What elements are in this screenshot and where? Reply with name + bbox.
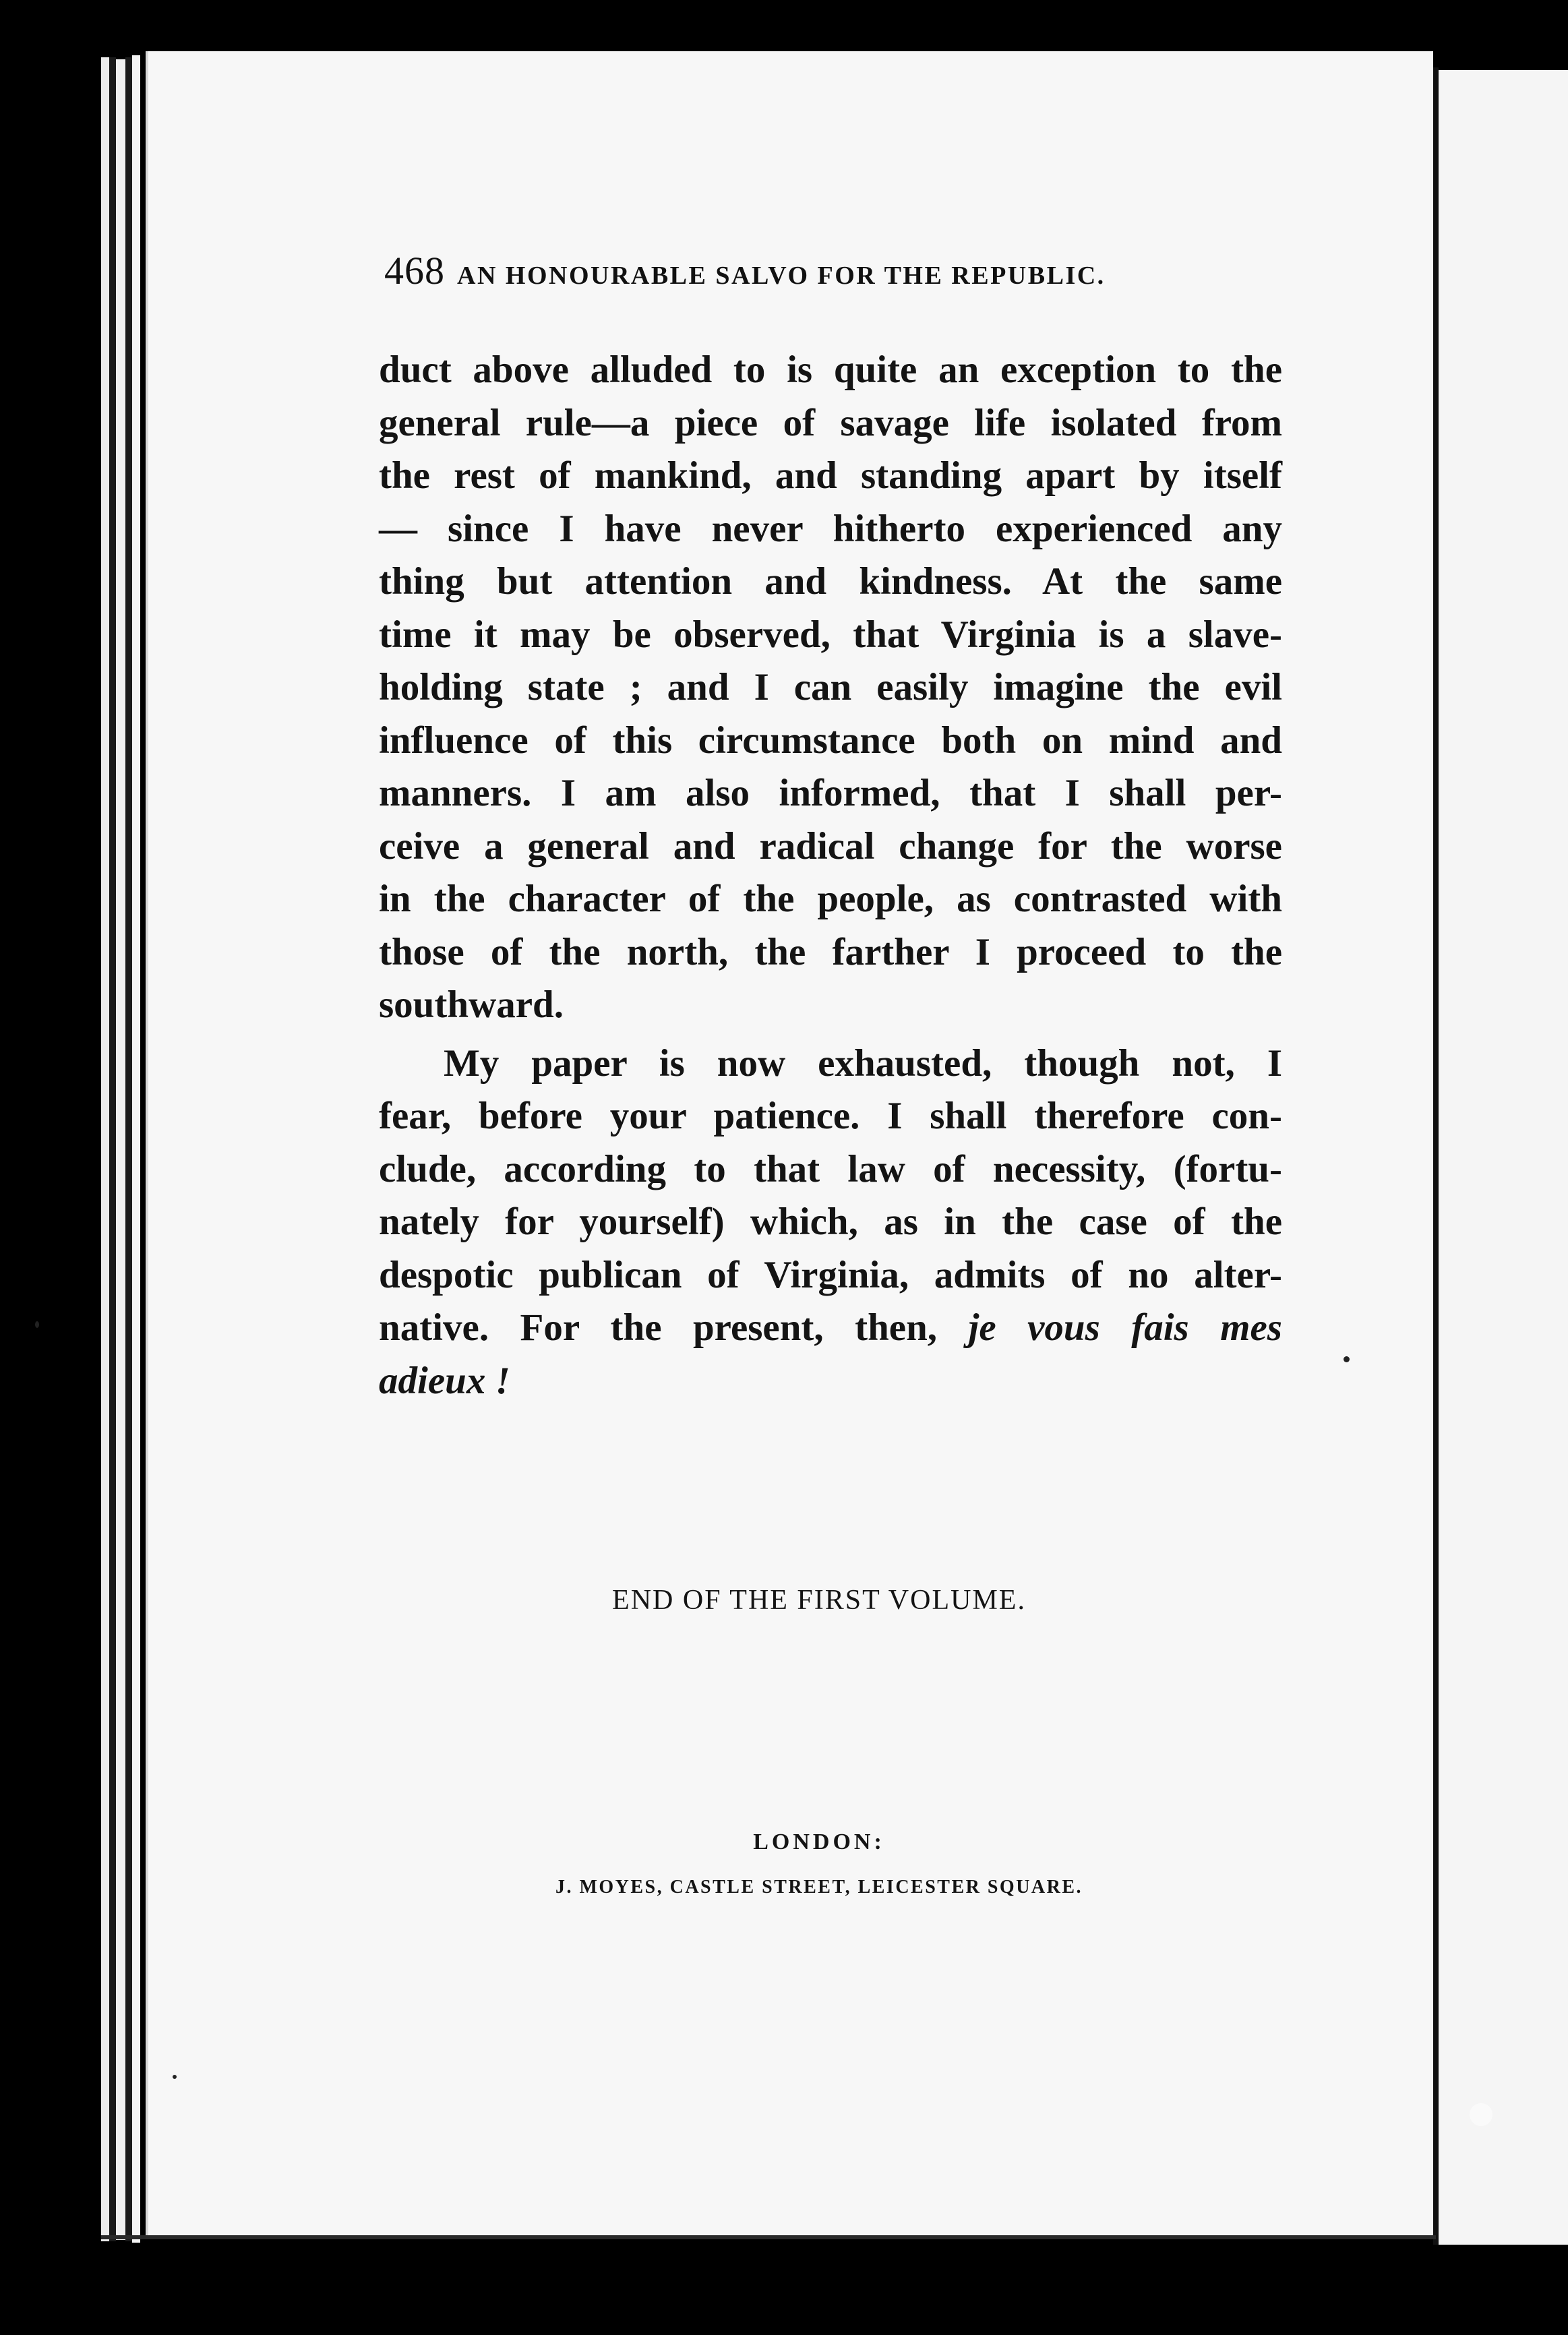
text-line: in the character of the people, as contrasted with [379, 878, 1282, 920]
ink-speck [173, 2075, 177, 2079]
page-number: 468 [384, 249, 445, 293]
page-edge [101, 57, 109, 2241]
text-line: the rest of mankind, and standing apart by itself [379, 454, 1282, 497]
text-line: general rule—a piece of savage life isolated from [379, 401, 1282, 444]
page-edge [132, 55, 140, 2243]
ink-speck [1344, 1356, 1350, 1362]
page-edge [116, 59, 125, 2240]
text-line: My paper is now exhausted, though not, I [444, 1041, 1282, 1085]
text-line [379, 1355, 1282, 1408]
imprint-city: LONDON: [753, 1829, 885, 1854]
page-edge-shadow [109, 57, 116, 2241]
text-line: those of the north, the farther I proceed to the [379, 930, 1282, 973]
text-line: time it may be observed, that Virginia is a slave- [379, 613, 1282, 656]
text-line: despotic publican of Virginia, admits of no alter- [379, 1253, 1282, 1296]
text-line: manners. I am also informed, that I shall per- [379, 772, 1282, 814]
text-line: fear, before your patience. I shall therefore con- [379, 1095, 1282, 1137]
ink-speck [35, 1321, 39, 1328]
text-italic: je vous fais mes [968, 1306, 1282, 1349]
page-bottom-edge [101, 2235, 1436, 2239]
page-edge-shadow [125, 57, 132, 2241]
text-line: duct above alluded to is quite an exception to the [379, 348, 1282, 391]
text-line: thing but attention and kindness. At the same [379, 560, 1282, 603]
running-head [384, 248, 1254, 295]
text-roman: native. For the present, then, [379, 1306, 969, 1349]
text-line: holding state ; and I can easily imagine the evil [379, 666, 1282, 708]
text-italic: adieux ! [379, 1359, 510, 1402]
end-of-volume-note: END OF THE FIRST VOLUME. [612, 1585, 1026, 1616]
running-head-title: AN HONOURABLE SALVO FOR THE REPUBLIC. [457, 262, 1106, 290]
text-line: nately for yourself) which, as in the case of the [379, 1201, 1282, 1243]
ink-speck [1470, 2103, 1492, 2126]
body-text [379, 344, 1282, 1407]
text-line: clude, according to that law of necessity, (fortu- [379, 1147, 1282, 1190]
text-line: southward. [379, 983, 564, 1026]
text-line: — since I have never hitherto experienced any [379, 507, 1282, 550]
book-gutter [1433, 67, 1439, 2245]
facing-page-strip [1439, 70, 1568, 2245]
text-line: influence of this circumstance both on mind and [379, 719, 1282, 762]
imprint-publisher: J. MOYES, CASTLE STREET, LEICESTER SQUARE. [555, 1877, 1083, 1898]
text-line: ceive a general and radical change for the worse [379, 824, 1282, 868]
text-line-mixed [379, 1302, 1282, 1355]
